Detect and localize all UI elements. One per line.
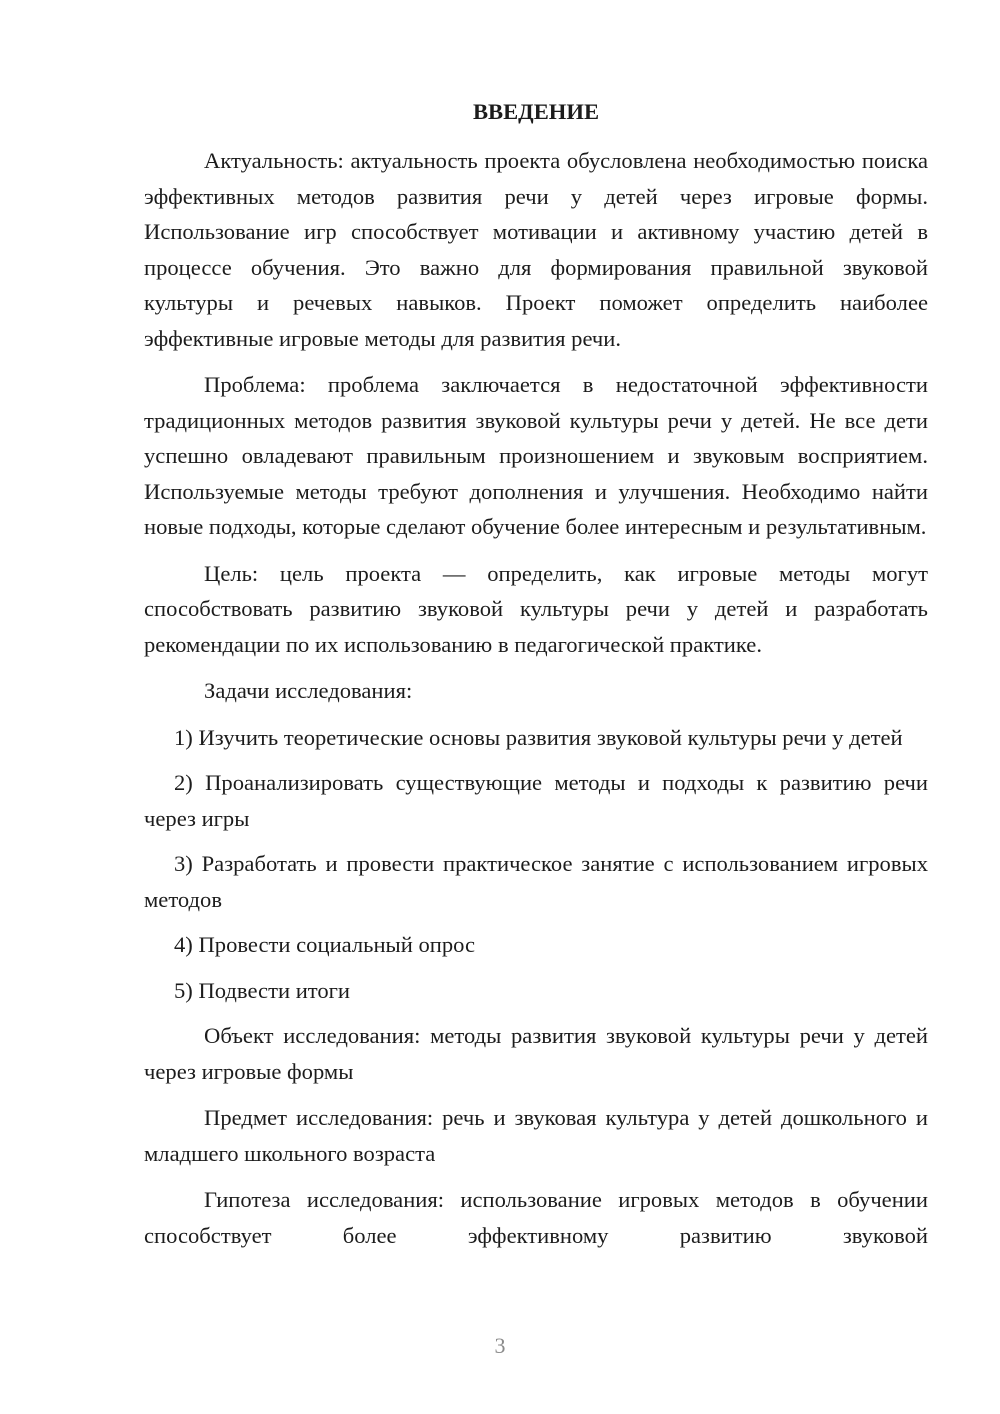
task-item-3: 3) Разработать и провести практическое занятие с использованием игровых методов bbox=[144, 851, 928, 912]
page-number: 3 bbox=[494, 1333, 506, 1358]
task-item-4: 4) Провести социальный опрос bbox=[174, 932, 476, 957]
problem-paragraph: Проблема: проблема заключается в недостаточной эффективности традиционных методов развития звуковой культуры речи у детей. Не все дети успешно овладевают правильным произношением и звуковым восприятием. Используемые методы требуют дополнения и улучшения. Необходимо найти новые подходы, которые сделают обучение более интересным и результативным. bbox=[144, 372, 928, 539]
hypothesis-paragraph: Гипотеза исследования: использование игровых методов в обучении способствует более эффективному развитию звуковой bbox=[144, 1187, 928, 1248]
task-item-1: 1) Изучить теоретические основы развития звуковой культуры речи у детей bbox=[174, 724, 903, 750]
goal-paragraph: Цель: цель проекта — определить, как игровые методы могут способствовать развитию звуковой культуры речи у детей и разработать рекомендации по их использованию в педагогической практике. bbox=[144, 560, 928, 657]
task-item-5: 5) Подвести итоги bbox=[174, 977, 351, 1003]
subject-paragraph: Предмет исследования: речь и звуковая культура у детей дошкольного и младшего школьного возраста bbox=[144, 1105, 928, 1166]
section-heading: ВВЕДЕНИЕ bbox=[472, 99, 600, 124]
tasks-heading: Задачи исследования: bbox=[204, 678, 413, 703]
text-area bbox=[144, 96, 928, 1253]
object-paragraph: Объект исследования: методы развития звуковой культуры речи у детей через игровые формы bbox=[144, 1023, 928, 1084]
relevance-paragraph: Актуальность: актуальность проекта обусловлена необходимостью поиска эффективных методов развития речи у детей через игровые формы. Использование игр способствует мотивации и активному участию детей в процессе обучения. Это важно для формирования правильной звуковой культуры и речевых навыков. Проект поможет определить наиболее эффективные игровые методы для развития речи. bbox=[144, 148, 928, 351]
task-item-2: 2) Проанализировать существующие методы и подходы к развитию речи через игры bbox=[144, 770, 928, 831]
